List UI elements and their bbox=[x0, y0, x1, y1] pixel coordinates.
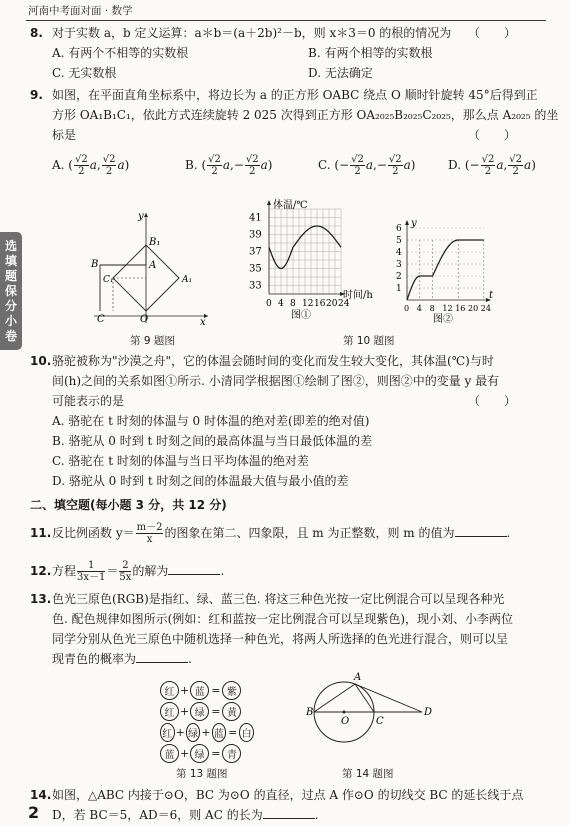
chart1-title: 体温/℃ bbox=[273, 200, 308, 211]
chart1-xtick: 24 bbox=[338, 299, 350, 309]
figure-10-chart-2 bbox=[393, 216, 503, 326]
page-number: 2 bbox=[28, 803, 40, 822]
chart2-xtick: 20 bbox=[468, 304, 479, 313]
running-header: 河南中考面对面 · 数学 bbox=[28, 5, 133, 17]
side-tab-char: 题 bbox=[4, 268, 17, 283]
q8-option-b: B. 有两个相等的实数根 bbox=[308, 46, 433, 60]
q10-number: 10. bbox=[30, 354, 52, 368]
q8-answer-bracket: （ ） bbox=[467, 26, 516, 40]
q10-line-1: 骆驼被称为"沙漠之舟"，它的体温会随时间的变化而发生较大变化，其体温(℃)与时 bbox=[52, 354, 494, 368]
color-rule-row: 红 + 绿 + 蓝 = 白 bbox=[160, 722, 254, 743]
fig14-label-a: A bbox=[354, 672, 362, 683]
question-13: 13.色光三原色(RGB)是指红、绿、蓝三色. 将这三种色光按一定比例混合可以呈现各种光 色. 配色规律如图所示(例如：红和蓝按一定比例混合可以呈现紫色)，现小刘、小李两位 同学分别从色光三原色中随机选择一种色光，将两人所选择的色光进行混合，则可以呈 现青色的概率为 . bbox=[30, 592, 513, 666]
header-rule bbox=[26, 20, 546, 21]
q8-option-d: D. 无法确定 bbox=[308, 66, 373, 80]
chart2-y-curve bbox=[407, 240, 484, 300]
chart2-ytick: 6 bbox=[396, 224, 402, 234]
q13-answer-blank bbox=[136, 652, 188, 663]
question-8 bbox=[30, 24, 546, 84]
fig9-label-a: A bbox=[149, 260, 157, 271]
side-tab-char: 保 bbox=[4, 283, 17, 298]
chart2-ytick: 4 bbox=[396, 248, 402, 258]
q9-answer-bracket: （ ） bbox=[467, 128, 516, 142]
q10-line-3: 可能表示的是 bbox=[52, 394, 125, 408]
chart2-ylabel: y bbox=[411, 218, 417, 229]
color-rule-row: 红 + 蓝 = 紫 bbox=[160, 680, 254, 701]
q9-option-a: A. ( $\frac{√2}{2}$ a, $\frac{√2}{2}$ a) bbox=[52, 154, 130, 177]
figure-10-chart-1 bbox=[243, 194, 381, 320]
fig9-label-c1: C₁ bbox=[103, 275, 114, 285]
q12-prefix: 方程 bbox=[52, 564, 77, 578]
q13-line-3: 同学分别从色光三原色中随机选择一种色光，将两人所选择的色光进行混合，则可以呈 bbox=[52, 632, 509, 646]
side-tab-char: 分 bbox=[4, 298, 17, 313]
chart1-xlabel: 时间/h bbox=[343, 290, 373, 301]
side-tab-char: 选 bbox=[4, 238, 17, 253]
chart1-xtick: 8 bbox=[290, 299, 296, 309]
chart1-xtick: 4 bbox=[278, 299, 284, 309]
chart1-ytick: 39 bbox=[249, 229, 262, 241]
q9-option-d: D. (− $\frac{√2}{2}$ a, $\frac{√2}{2}$ a) bbox=[448, 154, 536, 177]
question-10 bbox=[30, 352, 546, 492]
fig14-caption: 第 14 题图 bbox=[342, 768, 394, 780]
chart2-xtick: 24 bbox=[480, 304, 491, 313]
fig9-label-y: y bbox=[138, 211, 144, 222]
q9-line-2: 方形 OA₁B₁C₁，依此方式连续旋转 2 025 次得到正方形 OA₂₀₂₅B₂₀₂₅C₂₀₂₅，那么点 A₂₀₂₅ 的坐 bbox=[52, 108, 559, 122]
fig9-label-b: B bbox=[91, 259, 99, 270]
chart2-ytick: 5 bbox=[396, 236, 402, 246]
chart1-xtick: 0 bbox=[266, 299, 272, 309]
q8-option-a: A. 有两个不相等的实数根 bbox=[52, 46, 189, 60]
q8-text: 对于实数 a，b 定义运算：a＊b＝(a＋2b)²－b，则 x＊3＝0 的根的情况为 bbox=[52, 26, 452, 40]
fig14-label-c: C bbox=[376, 716, 384, 727]
fig9-label-a1: A₁ bbox=[182, 275, 193, 285]
figure-13-color-rules bbox=[160, 680, 254, 764]
q10-option-c: C. 骆驼在 t 时刻的体温与当日平均体温的绝对差 bbox=[52, 454, 309, 468]
chart2-xtick: 4 bbox=[416, 304, 422, 313]
q13-line-4: 现青色的概率为 bbox=[52, 652, 137, 666]
q8-number: 8. bbox=[30, 26, 43, 40]
fig9-label-c: C bbox=[97, 314, 105, 325]
chart1-ytick: 33 bbox=[249, 280, 262, 292]
fig14-label-o: O bbox=[341, 716, 350, 727]
q12-text: 的解为 bbox=[132, 564, 169, 578]
chart1-xtick: 12 bbox=[302, 299, 314, 309]
q11-answer-blank bbox=[455, 526, 507, 537]
q14-line-1: 如图，△ABC 内接于⊙O，BC 为⊙O 的直径，过点 A 作⊙O 的切线交 BC 的延长线于点 bbox=[52, 788, 524, 802]
q11-fraction: $\frac{m-2}{x}$ bbox=[136, 522, 163, 545]
chart1-name: 图① bbox=[291, 310, 311, 320]
q13-line-1: 色光三原色(RGB)是指红、绿、蓝三色. 将这三种色光按一定比例混合可以呈现各种光 bbox=[52, 592, 505, 606]
q13-line-2: 色. 配色规律如图所示(例如：红和蓝按一定比例混合可以呈现紫色)，现小刘、小李两位 bbox=[52, 612, 513, 626]
figure-9-diagram bbox=[88, 205, 218, 325]
q8-option-c: C. 无实数根 bbox=[52, 66, 117, 80]
chart1-xtick: 16 bbox=[314, 299, 326, 309]
q12-answer-blank bbox=[168, 564, 220, 575]
q12-number: 12. bbox=[30, 564, 52, 578]
fig10-caption: 第 10 题图 bbox=[343, 335, 395, 347]
section-2-title: 二、填空题(每小题 3 分，共 12 分) bbox=[30, 498, 227, 512]
q9-line-1: 如图，在平面直角坐标系中，将边长为 a 的正方形 OABC 绕点 O 顺时针旋转 45°后得到正 bbox=[52, 88, 538, 102]
side-tab-label bbox=[5, 239, 17, 344]
q10-line-2: 间(h)之间的关系如图①所示. 小清同学根据图①绘制了图②，则图②中的变量 y 最有 bbox=[52, 374, 500, 388]
chart2-xtick: 12 bbox=[442, 304, 453, 313]
fig9-label-o: O bbox=[140, 314, 149, 325]
chart1-ytick: 35 bbox=[249, 263, 262, 275]
side-tab-char: 填 bbox=[4, 253, 17, 268]
q14-line-2: D，若 BC＝5，AD＝6，则 AC 的长为 bbox=[52, 808, 263, 822]
q9-option-c: C. (− $\frac{√2}{2}$ a,− $\frac{√2}{2}$ a) bbox=[318, 154, 416, 177]
chart2-xtick: 16 bbox=[455, 304, 466, 313]
fig13-caption: 第 13 题图 bbox=[176, 768, 228, 780]
fig9-label-x: x bbox=[200, 317, 206, 325]
fig9-label-b1: B₁ bbox=[149, 237, 161, 248]
chart2-xlabel: t bbox=[489, 290, 494, 301]
side-tab-char: 卷 bbox=[4, 328, 17, 343]
q9-option-b: B. ( $\frac{√2}{2}$ a,− $\frac{√2}{2}$ a) bbox=[185, 154, 273, 177]
q9-line-3: 标是 bbox=[52, 128, 77, 142]
figure-14-diagram bbox=[306, 668, 436, 764]
q10-option-a: A. 骆驼在 t 时刻的体温与 0 时体温的绝对差(即差的绝对值) bbox=[52, 414, 370, 428]
chart1-ytick: 41 bbox=[249, 212, 262, 224]
q12-fraction-2: $\frac{2}{5x}$ bbox=[119, 560, 132, 583]
chart1-xtick: 20 bbox=[326, 299, 338, 309]
chart2-xtick: 0 bbox=[404, 304, 410, 313]
chart2-ytick: 1 bbox=[396, 284, 402, 294]
fig14-label-d: D bbox=[424, 707, 433, 718]
question-12: 12.方程 $\frac{1}{3x-1}$ ＝ $\frac{2}{5x}$ 的解为 . bbox=[30, 560, 225, 583]
question-14: 14.如图，△ABC 内接于⊙O，BC 为⊙O 的直径，过点 A 作⊙O 的切线交 BC 的延长线于点 D，若 BC＝5，AD＝6，则 AC 的长为 . bbox=[30, 788, 524, 822]
chart2-ytick: 2 bbox=[396, 272, 402, 282]
section-side-tab bbox=[0, 232, 22, 350]
side-tab-char: 小 bbox=[4, 313, 17, 328]
q11-text: 的图象在第二、四象限，且 m 为正整数，则 m 的值为 bbox=[164, 526, 455, 540]
fig14-label-b: B bbox=[306, 707, 314, 718]
chart2-ytick: 3 bbox=[396, 260, 402, 270]
q13-number: 13. bbox=[30, 592, 52, 606]
q12-fraction-1: $\frac{1}{3x-1}$ bbox=[77, 560, 106, 583]
chart2-name: 图② bbox=[433, 314, 453, 325]
question-9 bbox=[30, 86, 559, 188]
chart1-ytick: 37 bbox=[249, 246, 262, 258]
chart2-xtick: 8 bbox=[429, 304, 435, 313]
fig9-caption: 第 9 题图 bbox=[130, 335, 175, 347]
q10-option-d: D. 骆驼从 0 时到 t 时刻之间的体温最大值与最小值的差 bbox=[52, 474, 349, 488]
q10-answer-bracket: （ ） bbox=[467, 394, 516, 408]
color-rule-row: 蓝 + 绿 = 青 bbox=[160, 743, 254, 764]
q11-number: 11. bbox=[30, 526, 52, 540]
color-rule-row: 红 + 绿 = 黄 bbox=[160, 701, 254, 722]
q9-number: 9. bbox=[30, 88, 43, 102]
q10-option-b: B. 骆驼从 0 时到 t 时刻之间的最高体温与当日最低体温的差 bbox=[52, 434, 373, 448]
q14-answer-blank bbox=[263, 808, 315, 819]
q14-number: 14. bbox=[30, 788, 52, 802]
q11-prefix: 反比例函数 y＝ bbox=[52, 526, 135, 540]
question-11: 11.反比例函数 y＝ $\frac{m-2}{x}$ 的图象在第二、四象限，且 m 为正整数，则 m 的值为 . bbox=[30, 522, 511, 545]
